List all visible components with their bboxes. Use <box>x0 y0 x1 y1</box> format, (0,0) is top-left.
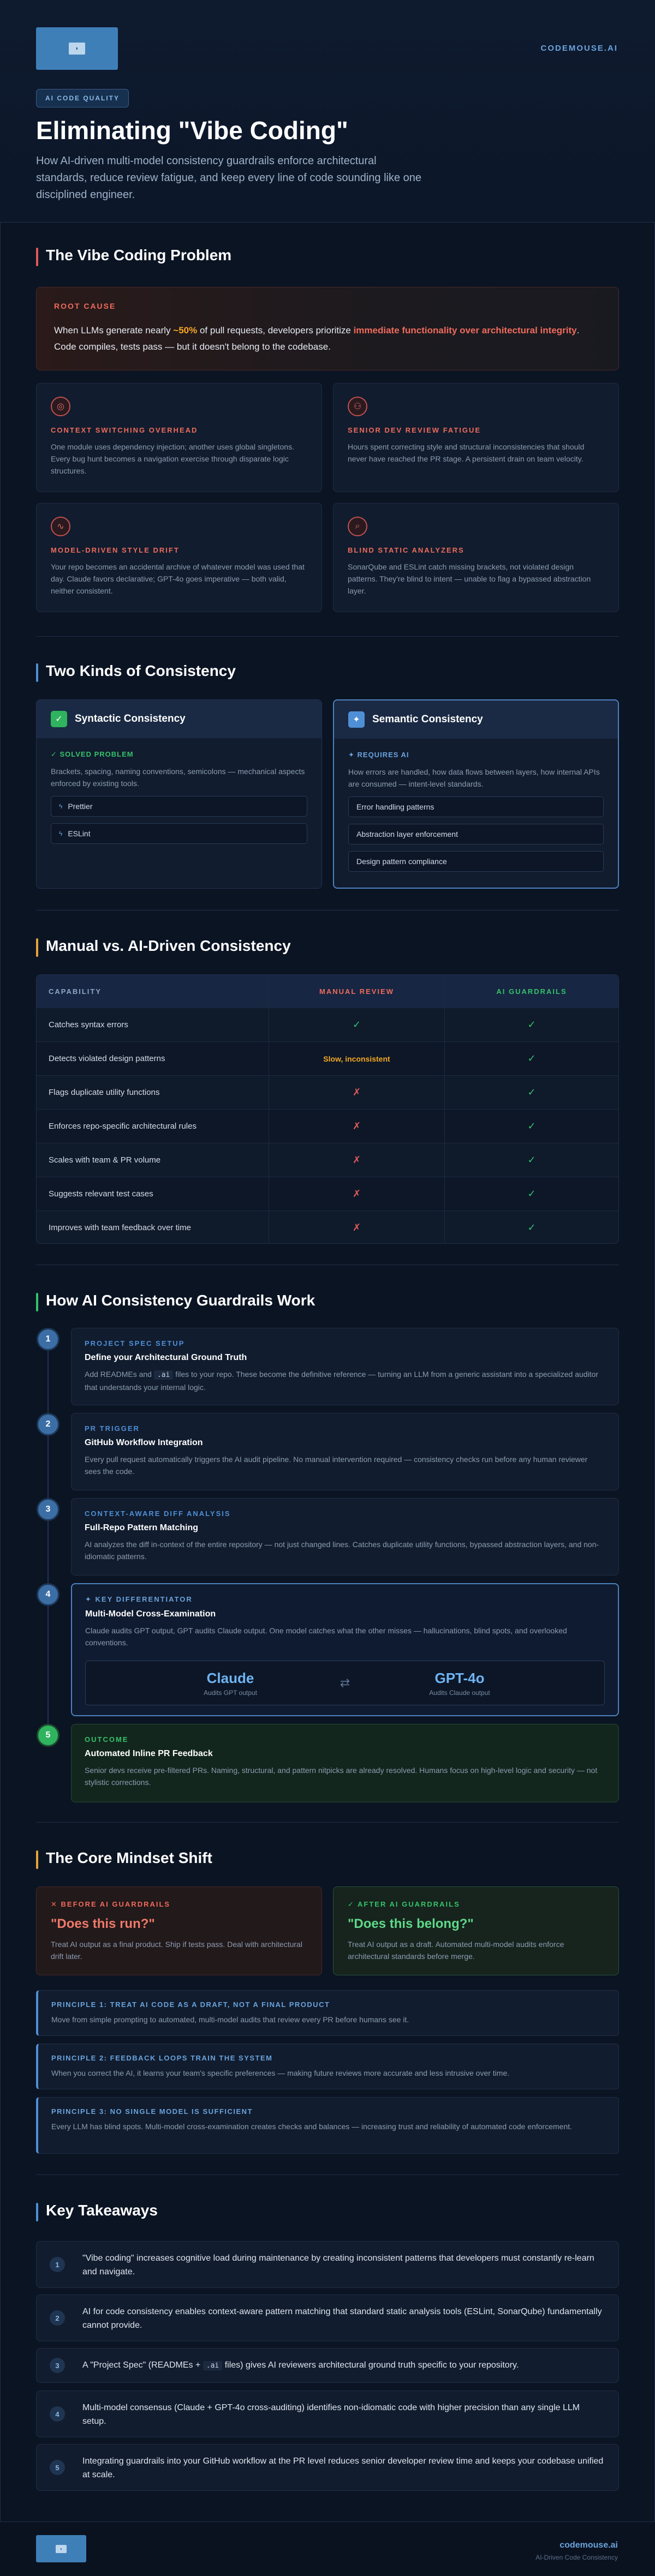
check-icon: ✓ <box>352 1019 361 1030</box>
before-label: ✕ BEFORE AI GUARDRAILS <box>51 1900 171 1908</box>
syntactic-card <box>36 699 322 889</box>
step-text: AI analyzes the diff in-context of the entire repository — not just changed lines. Catches duplicate utility functions, bypassed abstraction layers, and non-idiomatic patterns. <box>85 1540 599 1561</box>
takeaway-number: 4 <box>50 2406 65 2422</box>
check-icon: ✓ <box>527 1019 536 1030</box>
brand-logo[interactable] <box>36 27 118 70</box>
step-title: Full-Repo Pattern Matching <box>85 1523 198 1532</box>
problem-card-title: BLIND STATIC ANALYZERS <box>348 546 465 554</box>
target-icon: ◎ <box>51 397 70 416</box>
inline-code: .ai <box>203 2361 222 2370</box>
cross-icon: ✗ <box>352 1154 361 1165</box>
capability-cell: Scales with team & PR volume <box>49 1155 161 1165</box>
takeaway-text-post: files) gives AI reviewers architectural ground truth specific to your repository. <box>222 2361 519 2370</box>
step-title: GitHub Workflow Integration <box>85 1438 203 1447</box>
syntactic-label: ✓ SOLVED PROBLEM <box>51 750 134 758</box>
takeaway-text: AI for code consistency enables context-aware pattern matching that standard static analysis tools (ESLint, SonarQube) fundamentally cannot provide. <box>82 2307 602 2330</box>
takeaway-item <box>36 2348 619 2383</box>
principle-text: Every LLM has blind spots. Multi-model cross-examination creates checks and balances — increasing trust and reliability of automated code enforcement. <box>51 2122 573 2131</box>
semantic-card <box>333 699 619 889</box>
mouse-logo-icon: ◗ <box>69 43 85 55</box>
swap-arrows-icon: ⇄ <box>340 1676 350 1690</box>
model-comparison <box>85 1661 605 1705</box>
problem-card-title: MODEL-DRIVEN STYLE DRIFT <box>51 546 180 554</box>
section-title-steps: How AI Consistency Guardrails Work <box>36 1292 315 1309</box>
principle-title: PRINCIPLE 3: NO SINGLE MODEL IS SUFFICIENT <box>51 2107 253 2116</box>
root-cause-post: . Code compiles, tests pass — but it doesn't belong to the codebase. <box>54 325 580 352</box>
footer-logo[interactable] <box>36 2535 86 2562</box>
problem-card-title: SENIOR DEV REVIEW FATIGUE <box>348 426 481 434</box>
step-title: Define your Architectural Ground Truth <box>85 1353 247 1362</box>
principle-text: When you correct the AI, it learns your team's specific preferences — making future reviews more accurate and less intrusive over time. <box>51 2069 510 2077</box>
table-row <box>37 1211 618 1244</box>
step-number: 2 <box>37 1413 59 1436</box>
semantic-text: How errors are handled, how data flows between layers, how internal APIs are consumed — intent-level standards. <box>348 768 600 788</box>
semantic-label: ✦ REQUIRES AI <box>348 751 409 759</box>
takeaway-number: 3 <box>50 2358 65 2373</box>
manual-cell: Slow, inconsistent <box>323 1054 390 1063</box>
category-tag: AI CODE QUALITY <box>36 89 129 107</box>
tool-item <box>51 823 307 844</box>
capability-cell: Improves with team feedback over time <box>49 1223 191 1232</box>
problem-card <box>333 503 619 612</box>
check-icon: ✓ <box>527 1053 536 1064</box>
before-question: "Does this run?" <box>51 1916 155 1931</box>
takeaway-item <box>36 2295 619 2341</box>
principle-text: Move from simple prompting to automated, multi-model audits that review every PR before humans see it. <box>51 2015 409 2024</box>
step-card <box>71 1328 619 1405</box>
table-header-row <box>37 975 618 1008</box>
takeaway-item <box>36 2444 619 2491</box>
takeaway-text <box>82 2358 605 2373</box>
before-text: Treat AI output as a final product. Ship if tests pass. Deal with architectural drift later. <box>51 1940 302 1961</box>
section-title-comparison: Manual vs. AI-Driven Consistency <box>36 937 291 955</box>
model-caption: Audits GPT output <box>204 1688 257 1697</box>
capability-cell: Detects violated design patterns <box>49 1054 165 1063</box>
section-divider <box>36 2174 619 2175</box>
step-text: Senior devs receive pre-filtered PRs. Naming, structural, and pattern nitpicks are already resolved. Humans focus on high-level logic and security — not stylistic corrections. <box>85 1766 598 1787</box>
principle-card <box>36 2044 619 2089</box>
step-number: 5 <box>37 1724 59 1747</box>
problem-card-body: SonarQube and ESLint catch missing brackets, not violated design patterns. They're blind to intent — unable to flag a bypassed abstraction layer. <box>348 562 591 595</box>
search-icon: ⌕ <box>348 517 367 536</box>
users-icon: ⚇ <box>348 397 367 416</box>
root-cause-text <box>54 322 601 355</box>
table-row <box>37 1075 618 1109</box>
tool-label: Prettier <box>68 802 93 811</box>
root-cause-label: ROOT CAUSE <box>54 302 116 310</box>
table-row <box>37 1008 618 1041</box>
check-icon: ✓ <box>527 1087 536 1098</box>
step-label: PR TRIGGER <box>85 1424 140 1433</box>
header-manual: MANUAL REVIEW <box>269 975 444 1008</box>
page-subtitle: How AI-driven multi-model consistency guardrails enforce architectural standards, reduce review fatigue, and keep every line of code sounding like one disciplined engineer. <box>36 155 422 201</box>
takeaway-text: Multi-model consensus (Claude + GPT-4o cross-auditing) identifies non-idiomatic code with higher precision than any single LLM setup. <box>82 2403 580 2426</box>
pulse-icon: ∿ <box>51 517 70 536</box>
cross-icon: ✗ <box>352 1222 361 1233</box>
mouse-logo-icon: ◗ <box>56 2545 67 2553</box>
check-icon: ✓ <box>527 1188 536 1199</box>
step-number: 1 <box>37 1328 59 1351</box>
model-caption: Audits Claude output <box>429 1688 490 1697</box>
problem-card <box>36 383 322 492</box>
section-title-problem: The Vibe Coding Problem <box>36 247 231 264</box>
problem-card-title: CONTEXT SWITCHING OVERHEAD <box>51 426 198 434</box>
cross-icon: ✗ <box>352 1121 361 1131</box>
step-label: CONTEXT-AWARE DIFF ANALYSIS <box>85 1509 231 1518</box>
tool-label: ESLint <box>68 829 91 838</box>
step-title: Multi-Model Cross-Examination <box>85 1609 216 1619</box>
principle-title: PRINCIPLE 2: FEEDBACK LOOPS TRAIN THE SYSTEM <box>51 2054 273 2062</box>
after-label: ✓ AFTER AI GUARDRAILS <box>348 1900 460 1908</box>
step-text: Every pull request automatically triggers the AI audit pipeline. No manual intervention required — consistency checks run before any human reviewer sees the code. <box>85 1455 588 1476</box>
step-text-post: files to your repo. These become the definitive reference — turning an LLM from a generic assistant into a specialized auditor that understands your internal logic. <box>85 1370 599 1392</box>
model-name-claude: Claude <box>206 1669 254 1686</box>
section-title-kinds: Two Kinds of Consistency <box>36 662 236 680</box>
brand-name[interactable]: CODEMOUSE.AI <box>540 44 618 53</box>
check-icon: ✓ <box>51 711 67 727</box>
before-card <box>36 1886 322 1975</box>
section-divider <box>36 636 619 637</box>
after-card <box>333 1886 619 1975</box>
step-label: PROJECT SPEC SETUP <box>85 1339 185 1347</box>
brain-icon: ✦ <box>348 711 365 728</box>
step-card-outcome <box>71 1724 619 1802</box>
cross-icon: ✗ <box>352 1188 361 1199</box>
principle-card <box>36 2097 619 2154</box>
footer-tagline: AI-Driven Code Consistency <box>535 2554 618 2561</box>
step-number: 4 <box>37 1583 59 1606</box>
step-text-pre: Add READMEs and <box>85 1370 154 1379</box>
comparison-table <box>36 974 619 1244</box>
step-card <box>71 1413 619 1490</box>
section-divider <box>36 1822 619 1823</box>
capability-cell: Flags duplicate utility functions <box>49 1088 160 1097</box>
principle-title: PRINCIPLE 1: TREAT AI CODE AS A DRAFT, NOT A FINAL PRODUCT <box>51 2000 330 2009</box>
pattern-item: Error handling patterns <box>348 796 604 817</box>
check-icon: ✓ <box>527 1154 536 1165</box>
capability-cell: Enforces repo-specific architectural rules <box>49 1122 196 1131</box>
pattern-item: Abstraction layer enforcement <box>348 824 604 844</box>
section-title-mindset: The Core Mindset Shift <box>36 1849 212 1867</box>
root-cause-emphasis: immediate functionality over architectural integrity <box>353 325 577 336</box>
inline-code: .ai <box>154 1370 173 1380</box>
step-text <box>85 1368 605 1393</box>
table-row <box>37 1143 618 1177</box>
problem-card <box>36 503 322 612</box>
step-number: 3 <box>37 1498 59 1521</box>
step-label: OUTCOME <box>85 1735 129 1744</box>
semantic-card-header <box>334 700 618 739</box>
table-row <box>37 1177 618 1211</box>
problem-card-body: Your repo becomes an accidental archive of whatever model was used that day. Claude favors declarative; GPT-4o goes imperative — both valid, neither consistent. <box>51 562 305 595</box>
footer-brand[interactable]: codemouse.ai <box>559 2541 618 2550</box>
cross-icon: ✗ <box>352 1087 361 1098</box>
steps-timeline <box>47 1338 49 1747</box>
after-text: Treat AI output as a draft. Automated multi-model audits enforce architectural standards before merge. <box>348 1940 564 1961</box>
after-question: "Does this belong?" <box>348 1916 474 1931</box>
page-footer <box>0 2521 655 2576</box>
step-card <box>71 1498 619 1575</box>
bolt-icon: ϟ <box>59 802 63 810</box>
check-icon: ✓ <box>527 1222 536 1233</box>
header-capability: CAPABILITY <box>49 987 102 996</box>
bolt-icon: ϟ <box>59 830 63 837</box>
syntactic-card-title: Syntactic Consistency <box>75 713 186 724</box>
syntactic-text: Brackets, spacing, naming conventions, semicolons — mechanical aspects enforced by existing tools. <box>51 767 305 788</box>
takeaway-text-pre: A "Project Spec" (READMEs + <box>82 2361 203 2370</box>
principle-card <box>36 1990 619 2036</box>
takeaway-number: 1 <box>50 2257 65 2272</box>
step-text: Claude audits GPT output, GPT audits Claude output. One model catches what the other misses — hallucinations, blind spots, and overlooked conventions. <box>85 1626 567 1647</box>
step-card-key <box>71 1583 619 1716</box>
takeaway-text: Integrating guardrails into your GitHub workflow at the PR level reduces senior developer review time and keeps your codebase unified at scale. <box>82 2457 604 2479</box>
section-title-takeaways: Key Takeaways <box>36 2202 158 2219</box>
header-ai: AI GUARDRAILS <box>444 975 618 1008</box>
root-cause-percent: ~50% <box>173 325 198 336</box>
problem-card <box>333 383 619 492</box>
capability-cell: Suggests relevant test cases <box>49 1189 153 1199</box>
takeaway-item <box>36 2391 619 2437</box>
table-row <box>37 1041 618 1075</box>
hero-header <box>0 0 655 223</box>
step-title: Automated Inline PR Feedback <box>85 1749 213 1758</box>
semantic-card-title: Semantic Consistency <box>372 714 483 725</box>
step-label: ✦ KEY DIFFERENTIATOR <box>85 1595 193 1603</box>
takeaway-number: 5 <box>50 2460 65 2475</box>
table-row <box>37 1109 618 1143</box>
takeaway-text: "Vibe coding" increases cognitive load during maintenance by creating inconsistent patterns that developers must constantly re-learn and navigate. <box>82 2254 594 2277</box>
root-cause-pre: When LLMs generate nearly <box>54 325 174 336</box>
capability-cell: Catches syntax errors <box>49 1020 128 1029</box>
problem-card-body: One module uses dependency injection; another uses global singletons. Every bug hunt becomes a navigation exercise through disparate logic structures. <box>51 442 294 475</box>
takeaway-item <box>36 2241 619 2288</box>
tool-item <box>51 796 307 817</box>
syntactic-card-header <box>37 700 321 738</box>
check-icon: ✓ <box>527 1121 536 1131</box>
pattern-item: Design pattern compliance <box>348 851 604 872</box>
model-name-gpt: GPT-4o <box>434 1669 485 1686</box>
root-cause-callout <box>36 287 619 370</box>
problem-card-body: Hours spent correcting style and structural inconsistencies that should never have reached the PR stage. A persistent drain on team velocity. <box>348 442 585 463</box>
root-cause-mid: of pull requests, developers prioritize <box>197 325 354 336</box>
takeaway-number: 2 <box>50 2310 65 2326</box>
page-title: Eliminating "Vibe Coding" <box>36 116 348 145</box>
